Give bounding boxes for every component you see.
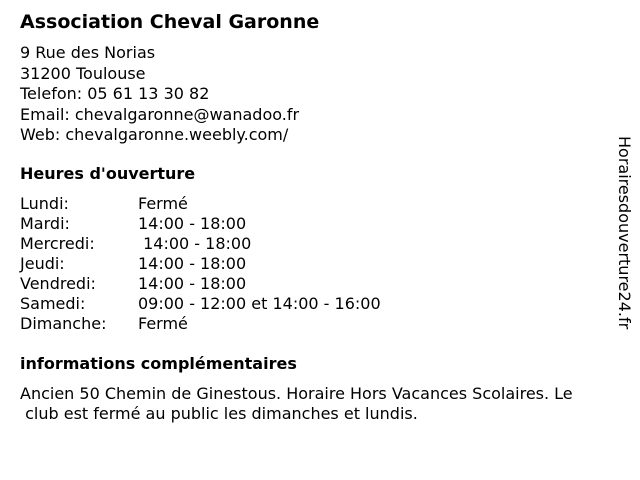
business-name: Association Cheval Garonne <box>20 11 320 33</box>
contact-block <box>20 43 299 146</box>
hours-row-mardi <box>20 214 381 234</box>
hours-row-dimanche <box>20 314 381 334</box>
day-hours: 14:00 - 18:00 <box>138 254 247 273</box>
hours-row-jeudi <box>20 254 381 274</box>
hours-row-lundi <box>20 194 381 214</box>
email-line: Email: chevalgaronne@wanadoo.fr <box>20 104 300 124</box>
day-hours: 14:00 - 18:00 <box>138 274 247 293</box>
day-hours: 14:00 - 18:00 <box>138 234 252 253</box>
day-hours: 14:00 - 18:00 <box>138 214 247 233</box>
city-line: 31200 Toulouse <box>20 63 146 83</box>
hours-table <box>20 194 381 334</box>
day-label: Mardi: <box>20 214 70 233</box>
day-label: Samedi: <box>20 294 86 313</box>
street-address: 9 Rue des Norias <box>20 43 156 62</box>
web-line: Web: chevalgaronne.weebly.com/ <box>20 125 289 144</box>
hours-row-mercredi <box>20 234 381 254</box>
info-heading: informations complémentaires <box>20 354 297 373</box>
day-label: Vendredi: <box>20 274 96 293</box>
day-hours: Fermé <box>138 194 188 213</box>
hours-row-vendredi <box>20 274 381 294</box>
day-label: Lundi: <box>20 194 69 213</box>
day-label: Dimanche: <box>20 314 107 333</box>
info-text: Ancien 50 Chemin de Ginestous. Horaire Hors Vacances Scolaires. Le club est fermé au public les dimanches et lundis. <box>20 384 573 423</box>
phone-line: Telefon: 05 61 13 30 82 <box>20 84 210 103</box>
day-hours: 09:00 - 12:00 et 14:00 - 16:00 <box>138 294 381 313</box>
hours-row-samedi <box>20 294 381 314</box>
watermark-text: Horairesdouverture24.fr <box>615 136 634 330</box>
hours-heading: Heures d'ouverture <box>20 164 196 183</box>
day-label: Jeudi: <box>20 254 65 273</box>
day-hours: Fermé <box>138 314 188 333</box>
day-label: Mercredi: <box>20 234 95 253</box>
